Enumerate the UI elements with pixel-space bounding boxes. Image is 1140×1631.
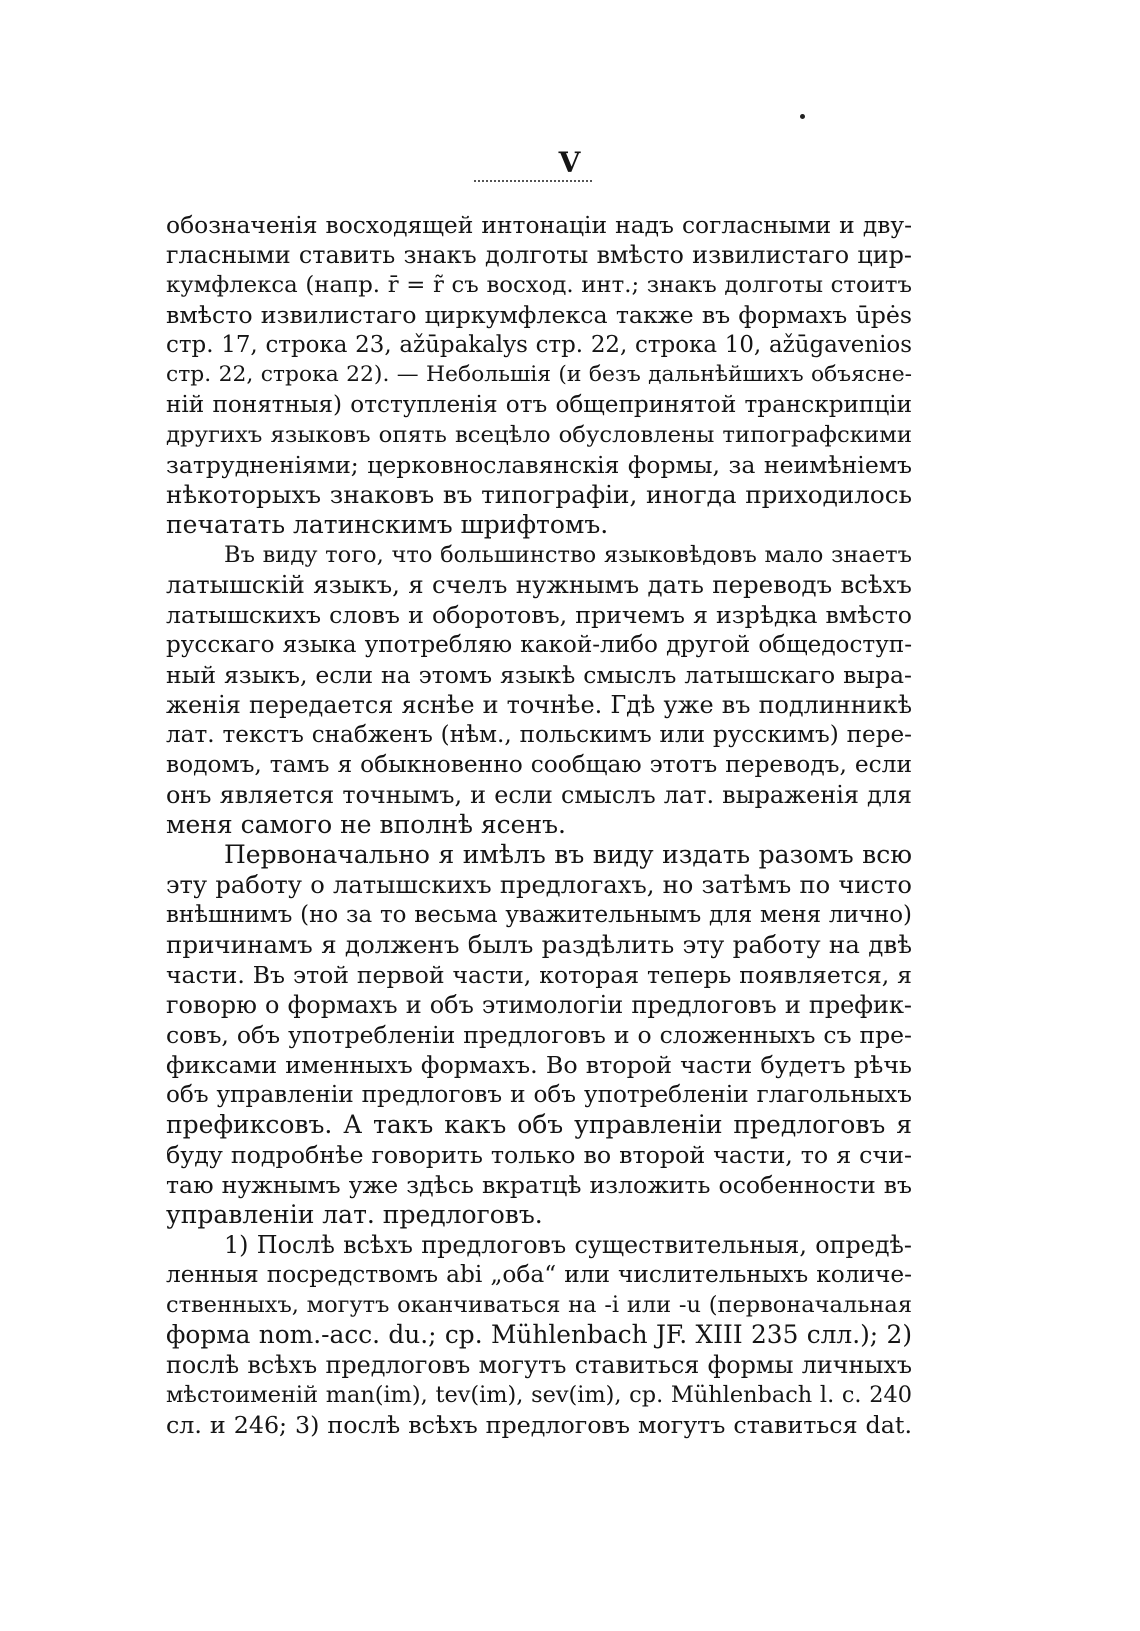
text-line: говорю о формахъ и объ этимологіи предлоговъ и префик- (166, 991, 912, 1019)
text-line: ленныя посредствомъ abi „оба“ или числительныхъ количе- (166, 1261, 912, 1288)
text-line: другихъ языковъ опять всецѣло обусловлены типографскими (166, 422, 912, 448)
text-line: внѣшнимъ (но за то весьма уважительнымъ для меня лично) (166, 902, 912, 928)
text-line: русскаго языка употребляю какой-либо другой общедоступ- (166, 632, 912, 658)
text-line: мѣстоименій man(im), tev(im), sev(im), ср. Mühlenbach l. c. 240 (166, 1382, 912, 1408)
text-line: буду подробнѣе говорить только во второй части, то я счи- (166, 1141, 912, 1169)
text-line: кумфлекса (напр. r̄ = r̃ съ восход. инт.; знакъ долготы стоитъ (166, 272, 912, 298)
text-line: 1) Послѣ всѣхъ предлоговъ существительныя, опредѣ- (224, 1231, 912, 1259)
text-line: форма nom.-acc. du.; ср. Mühlenbach JF. XIII 235 слл.); 2) (166, 1320, 912, 1349)
text-line: затрудненіями; церковнославянскія формы, за неимѣніемъ (166, 451, 912, 479)
text-line: водомъ, тамъ я обыкновенно сообщаю этотъ переводъ, если (166, 751, 912, 778)
text-line: онъ является точнымъ, и если смыслъ лат. выраженія для (166, 781, 912, 809)
body-text (166, 210, 912, 1440)
text-line: печатать латинскимъ шрифтомъ. (166, 510, 609, 539)
paragraph (166, 840, 912, 1230)
paragraph (166, 540, 912, 840)
text-line: нѣкоторыхъ знаковъ въ типографіи, иногда приходилось (166, 480, 912, 509)
print-speck (800, 114, 805, 119)
text-line: таю нужнымъ уже здѣсь вкратцѣ изложить особенности въ (166, 1171, 912, 1199)
text-line: управленіи лат. предлоговъ. (166, 1200, 543, 1229)
text-line: Первоначально я имѣлъ въ виду издать разомъ всю (224, 840, 912, 869)
text-line: обозначенія восходящей интонаціи надъ согласными и дву- (166, 211, 912, 239)
text-line: стр. 22, строка 22). — Небольшія (и безъ дальнѣйшихъ объясне- (166, 362, 912, 387)
text-line: стр. 17, строка 23, ažūpakalys стр. 22, строка 10, ažūgavenios (166, 332, 912, 358)
text-line: фиксами именныхъ формахъ. Во второй части будетъ рѣчь (166, 1051, 912, 1079)
text-line: совъ, объ употребленіи предлоговъ и о сложенныхъ съ пре- (166, 1021, 912, 1049)
text-line: послѣ всѣхъ предлоговъ могутъ ставиться формы личныхъ (166, 1351, 912, 1379)
header-rule (474, 180, 592, 182)
text-line: лат. текстъ снабженъ (нѣм., польскимъ или русскимъ) пере- (166, 722, 912, 748)
text-line: префиксовъ. А такъ какъ объ управленіи предлоговъ я (166, 1110, 912, 1139)
text-line: латышскихъ словъ и оборотовъ, причемъ я изрѣдка вмѣсто (166, 601, 912, 629)
paragraph (166, 210, 912, 540)
text-line: ственныхъ, могутъ оканчиваться на -i или -u (первоначальная (166, 1292, 912, 1318)
text-line: латышскій языкъ, я счелъ нужнымъ дать переводъ всѣхъ (166, 570, 912, 599)
text-line: вмѣсто извилистаго циркумфлекса также въ формахъ ūpės (166, 301, 912, 329)
text-line: сл. и 246; 3) послѣ всѣхъ предлоговъ могутъ ставиться dat. (166, 1411, 912, 1439)
text-line: меня самого не вполнѣ ясенъ. (166, 810, 566, 839)
paragraph (166, 1230, 912, 1440)
text-line: причинамъ я долженъ былъ раздѣлить эту работу на двѣ (166, 930, 912, 959)
text-line: гласными ставить знакъ долготы вмѣсто извилистаго цир- (166, 241, 912, 269)
text-line: ный языкъ, если на этомъ языкѣ смыслъ латышскаго выра- (166, 661, 912, 689)
text-line: объ управленіи предлоговъ и объ употребленіи глагольныхъ (166, 1082, 912, 1108)
text-line: эту работу о латышскихъ предлогахъ, но затѣмъ по чисто (166, 871, 912, 899)
text-line: женія передается яснѣе и точнѣе. Гдѣ уже въ подлинникѣ (166, 691, 912, 719)
text-line: ній понятныя) отступленія отъ общепринятой транскрипціи (166, 392, 912, 418)
page-number: V (558, 146, 582, 179)
text-line: части. Въ этой первой части, которая теперь появляется, я (166, 961, 912, 989)
text-line: Въ виду того, что большинство языковѣдовъ мало знаетъ (224, 542, 912, 568)
